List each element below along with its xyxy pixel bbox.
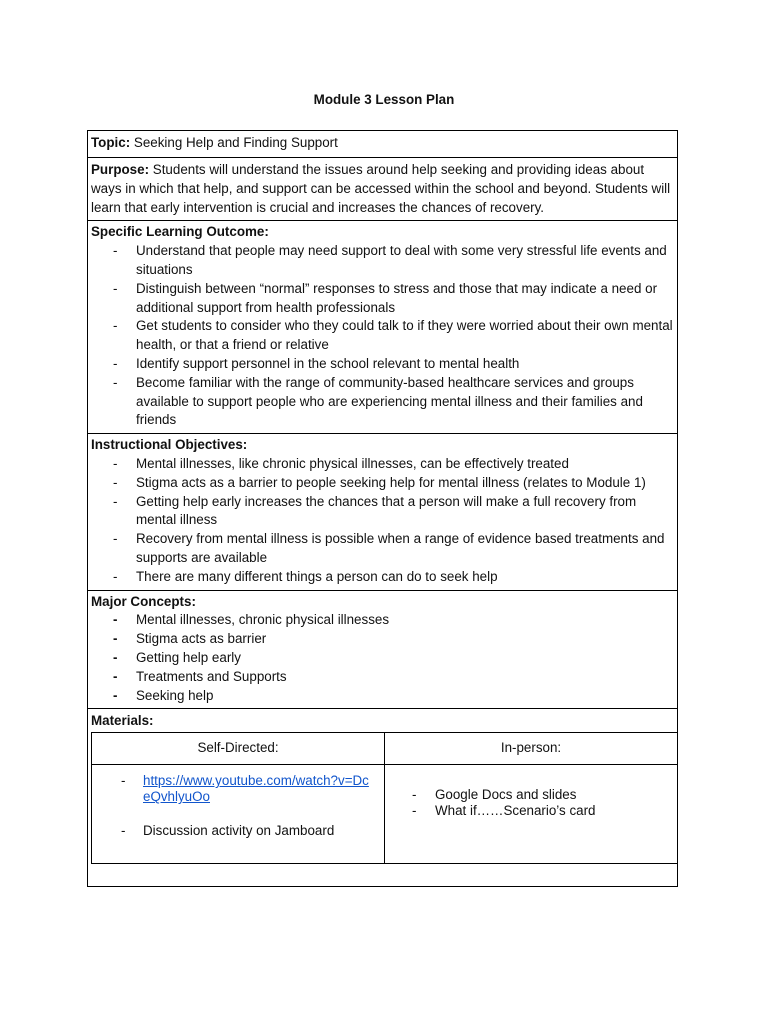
list-item: - Distinguish between “normal” responses to stress and those that may indicate a need or additional support from health professionals — [91, 280, 674, 318]
learning-outcome-list — [91, 242, 674, 430]
purpose-label: Purpose: — [91, 162, 150, 177]
materials-table — [91, 732, 678, 864]
topic-label: Topic: — [91, 135, 131, 150]
list-item: - Getting help early increases the chances that a person will make a full recovery from mental illness — [91, 493, 674, 531]
major-concepts-label: Major Concepts: — [91, 593, 196, 609]
list-item: - Treatments and Supports — [91, 668, 674, 687]
purpose-row — [88, 158, 677, 221]
instructional-objectives-list — [91, 455, 674, 587]
list-item: - Get students to consider who they could talk to if they were worried about their own mental health, or that a friend or relative — [91, 317, 674, 355]
list-item: - Google Docs and slides — [385, 787, 677, 803]
youtube-link[interactable]: https://www.youtube.com/watch?v=DceQvhlyuOo — [143, 773, 369, 805]
instructional-objectives-label: Instructional Objectives: — [91, 437, 248, 453]
learning-outcome-label: Specific Learning Outcome: — [91, 224, 269, 240]
materials-row — [88, 709, 677, 886]
list-item: - Seeking help — [91, 687, 674, 706]
blank-row — [88, 864, 677, 886]
list-item: - Stigma acts as barrier — [91, 630, 674, 649]
list-item: - Identify support personnel in the school relevant to mental health — [91, 355, 674, 374]
major-concepts-list — [91, 611, 674, 705]
list-item: - Mental illnesses, like chronic physical illnesses, can be effectively treated — [91, 455, 674, 474]
learning-outcome-row — [88, 221, 677, 434]
instructional-objectives-row — [88, 434, 677, 590]
list-item: - Recovery from mental illness is possible when a range of evidence based treatments and supports are available — [91, 530, 674, 568]
purpose-text: Students will understand the issues around help seeking and providing ideas about ways in which that help, and support can be accessed within the school and beyond. Students will learn that early intervention is crucial and increases the chances of recovery. — [91, 162, 671, 215]
lesson-plan-table — [87, 130, 678, 887]
in-person-cell — [385, 765, 678, 864]
list-item: - Become familiar with the range of community-based healthcare services and groups available to support people who are experiencing mental illness and their families and friends — [91, 374, 674, 430]
major-concepts-row — [88, 591, 677, 710]
topic-text: Seeking Help and Finding Support — [130, 135, 338, 150]
list-item: - Discussion activity on Jamboard — [92, 823, 384, 839]
in-person-list — [385, 765, 677, 819]
list-item: - Mental illnesses, chronic physical illnesses — [91, 611, 674, 630]
list-item — [92, 773, 384, 805]
page-title: Module 3 Lesson Plan — [313, 92, 455, 107]
materials-label: Materials: — [91, 713, 154, 729]
self-directed-header: Self-Directed: — [92, 733, 385, 765]
list-item: - There are many different things a person can do to seek help — [91, 568, 674, 587]
topic-row — [88, 131, 677, 158]
self-directed-cell — [92, 765, 385, 864]
list-item: - What if……Scenario’s card — [385, 803, 677, 819]
self-directed-list — [92, 765, 384, 839]
list-item: - Getting help early — [91, 649, 674, 668]
list-item: - Stigma acts as a barrier to people seeking help for mental illness (relates to Module 1) — [91, 474, 674, 493]
list-item: - Understand that people may need support to deal with some very stressful life events and situations — [91, 242, 674, 280]
in-person-header: In-person: — [385, 733, 678, 765]
